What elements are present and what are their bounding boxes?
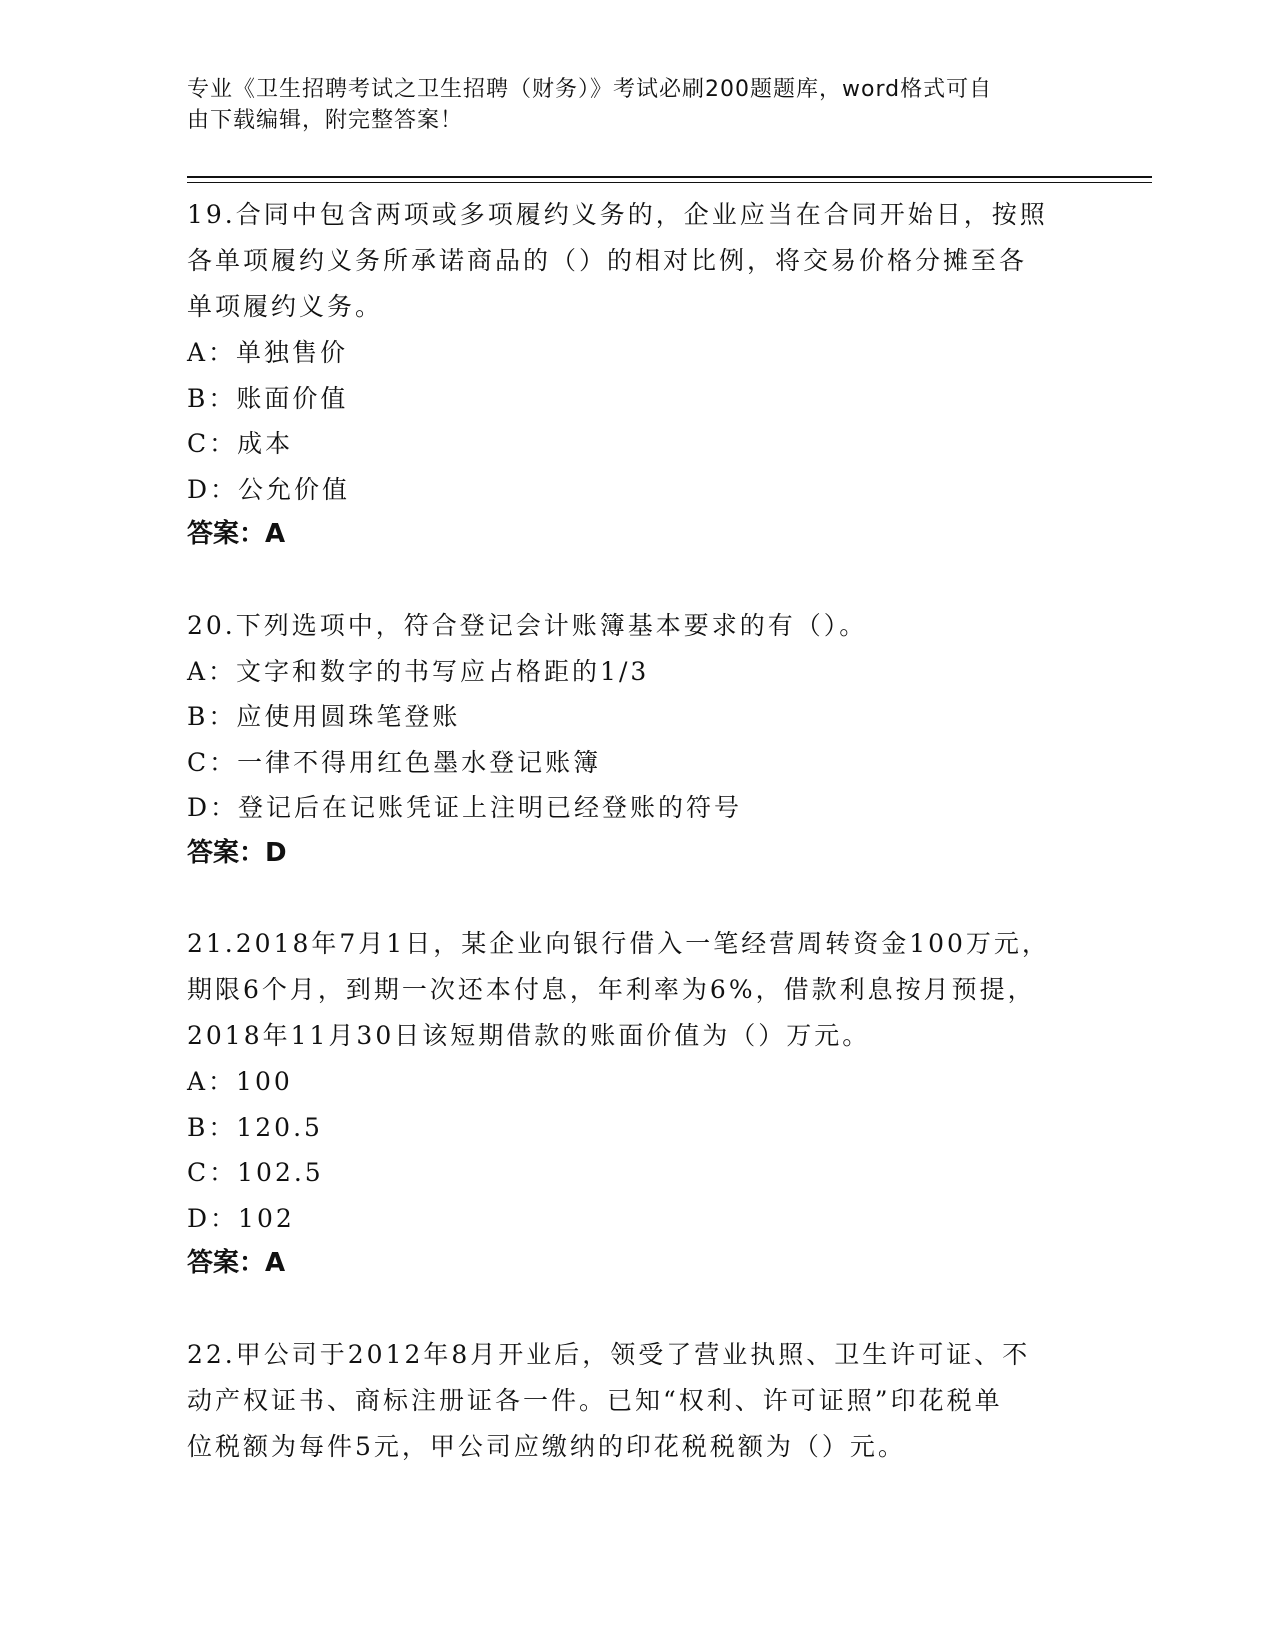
question-text-line: 单项履约义务。 [187, 292, 384, 321]
question-20 [187, 603, 1087, 877]
question-spacer [187, 1287, 1087, 1332]
header-divider-thick [187, 176, 1152, 178]
question-text-line: 2018年11月30日该短期借款的账面价值为（）万元。 [187, 1021, 871, 1050]
question-text-line: 动产权证书、商标注册证各一件。已知“权利、许可证照”印花税单 [187, 1385, 1003, 1415]
answer-line: 答案：D [187, 837, 287, 868]
option-d: D：登记后在记账凭证上注明已经登账的符号 [187, 793, 743, 822]
answer-line: 答案：A [187, 519, 286, 549]
header-line-2: 由下载编辑，附完整答案！ [187, 108, 464, 133]
question-text-line: 21.2018年7月1日，某企业向银行借入一笔经营周转资金100万元， [187, 929, 1050, 958]
question-spacer [187, 876, 1087, 921]
document-header [187, 74, 1067, 136]
question-21 [187, 921, 1087, 1287]
question-list [187, 192, 1087, 1470]
option-d: D：公允价值 [187, 474, 351, 504]
option-b: B：账面价值 [187, 383, 349, 413]
option-c: C：成本 [187, 429, 294, 458]
question-text-line: 22.甲公司于2012年8月开业后，领受了营业执照、卫生许可证、不 [187, 1339, 1031, 1369]
question-text-line: 期限6个月，到期一次还本付息，年利率为6%，借款利息按月预提， [187, 975, 1036, 1004]
header-line-1: 专业《卫生招聘考试之卫生招聘（财务）》考试必刷200题题库，word格式可自 [187, 77, 993, 102]
answer-line: 答案：A [187, 1248, 286, 1278]
question-text-line: 20.下列选项中，符合登记会计账簿基本要求的有（）。 [187, 610, 868, 640]
option-c: C：102.5 [187, 1158, 324, 1187]
option-d: D：102 [187, 1203, 295, 1233]
option-a: A：单独售价 [187, 338, 349, 367]
header-divider-thin [187, 182, 1152, 183]
question-text-line: 位税额为每件5元，甲公司应缴纳的印花税税额为（）元。 [187, 1431, 906, 1461]
option-a: A：文字和数字的书写应占格距的1/3 [187, 656, 650, 686]
option-b: B：应使用圆珠笔登账 [187, 702, 461, 731]
question-22 [187, 1332, 1087, 1470]
option-b: B：120.5 [187, 1112, 323, 1142]
question-text-line: 19.合同中包含两项或多项履约义务的，企业应当在合同开始日，按照 [187, 200, 1048, 229]
option-c: C：一律不得用红色墨水登记账簿 [187, 747, 602, 777]
question-text-line: 各单项履约义务所承诺商品的（）的相对比例，将交易价格分摊至各 [187, 246, 1028, 275]
option-a: A：100 [187, 1067, 293, 1096]
question-spacer [187, 558, 1087, 603]
question-19 [187, 192, 1087, 558]
